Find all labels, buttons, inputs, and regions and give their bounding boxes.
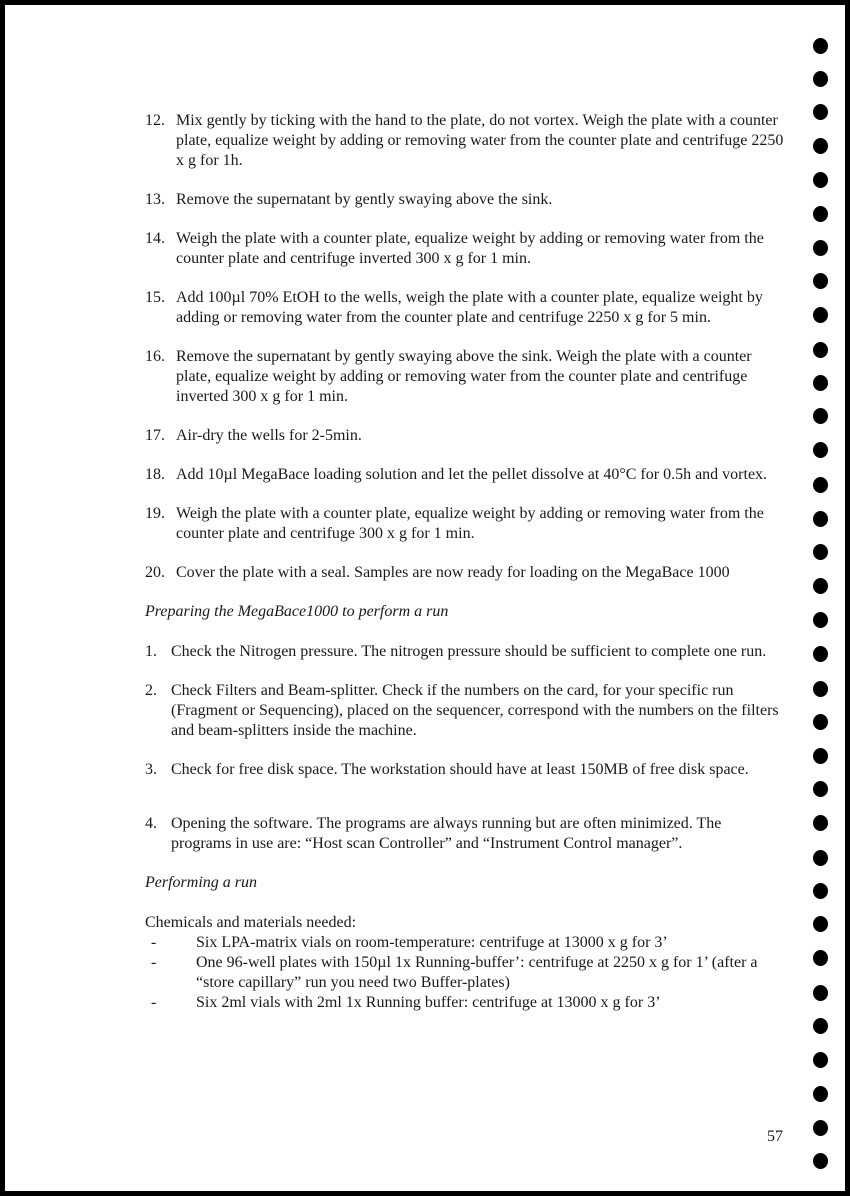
- binding-hole: [813, 1120, 828, 1136]
- binding-hole: [813, 1086, 828, 1102]
- binding-hole: [813, 985, 828, 1001]
- section-heading-performing: Performing a run: [145, 874, 257, 891]
- step-number: 18.: [145, 466, 165, 483]
- binding-hole: [813, 71, 828, 87]
- binding-hole: [813, 781, 828, 797]
- step-number: 4.: [145, 815, 157, 832]
- binding-hole: [813, 511, 828, 527]
- binding-hole: [813, 240, 828, 256]
- step-text: Add 100µl 70% EtOH to the wells, weigh the plate with a counter plate, equalize weight by adding or removing water from the counter plate and centrifuge 2250 x g for 5 min.: [176, 289, 763, 326]
- list-item: [145, 933, 785, 953]
- bullet-dash: -: [151, 994, 157, 1011]
- binding-hole: [813, 206, 828, 222]
- binding-hole: [813, 681, 828, 697]
- binding-hole: [813, 342, 828, 358]
- list-item: [145, 760, 785, 780]
- binding-holes: [813, 5, 833, 1191]
- binding-hole: [813, 38, 828, 54]
- step-number: 16.: [145, 348, 165, 365]
- binding-hole: [813, 883, 828, 899]
- list-item: [145, 993, 785, 1013]
- binding-hole: [813, 273, 828, 289]
- item-text: One 96-well plates with 150µl 1x Running-buffer’: centrifuge at 2250 x g for 1’ (after a “store capillary” run you need two Buffer-plates): [196, 954, 758, 991]
- step-number: 14.: [145, 230, 165, 247]
- run-steps-list: [145, 642, 785, 854]
- binding-hole: [813, 544, 828, 560]
- binding-hole: [813, 850, 828, 866]
- item-text: Six LPA-matrix vials on room-temperature: centrifuge at 13000 x g for 3’: [196, 934, 668, 951]
- list-item: [145, 814, 785, 854]
- binding-hole: [813, 950, 828, 966]
- step-number: 2.: [145, 682, 157, 699]
- binding-hole: [813, 172, 828, 188]
- step-text: Air-dry the wells for 2-5min.: [176, 427, 362, 444]
- binding-hole: [813, 714, 828, 730]
- step-number: 1.: [145, 643, 157, 660]
- list-item: [145, 190, 785, 210]
- step-text: Cover the plate with a seal. Samples are now ready for loading on the MegaBace 1000: [176, 564, 730, 581]
- binding-hole: [813, 748, 828, 764]
- binding-hole: [813, 442, 828, 458]
- list-item: [145, 953, 785, 993]
- list-item: [145, 642, 785, 662]
- binding-hole: [813, 477, 828, 493]
- step-text: Check the Nitrogen pressure. The nitrogen pressure should be sufficient to complete one run.: [171, 643, 767, 660]
- step-text: Weigh the plate with a counter plate, equalize weight by adding or removing water from the counter plate and centrifuge inverted 300 x g for 1 min.: [176, 230, 764, 267]
- binding-hole: [813, 104, 828, 120]
- chemicals-intro: Chemicals and materials needed:: [145, 914, 357, 931]
- list-item: [145, 681, 785, 741]
- step-number: 12.: [145, 112, 165, 129]
- binding-hole: [813, 646, 828, 662]
- bullet-dash: -: [151, 954, 157, 971]
- binding-hole: [813, 375, 828, 391]
- binding-hole: [813, 815, 828, 831]
- binding-hole: [813, 408, 828, 424]
- step-number: 13.: [145, 191, 165, 208]
- step-number: 3.: [145, 761, 157, 778]
- binding-hole: [813, 1018, 828, 1034]
- chemicals-list: [145, 933, 785, 1013]
- step-text: Opening the software. The programs are always running but are often minimized. The programs in use are: “Host scan Controller” and “Instrument Control manager”.: [171, 815, 722, 852]
- list-item: [145, 229, 785, 269]
- list-item: [145, 563, 785, 583]
- step-text: Weigh the plate with a counter plate, equalize weight by adding or removing water from the counter plate and centrifuge 300 x g for 1 min.: [176, 505, 764, 542]
- step-number: 19.: [145, 505, 165, 522]
- list-item: [145, 288, 785, 328]
- page-content: [145, 111, 785, 1013]
- step-number: 20.: [145, 564, 165, 581]
- list-item: [145, 347, 785, 407]
- binding-hole: [813, 578, 828, 594]
- binding-hole: [813, 916, 828, 932]
- bullet-dash: -: [151, 934, 157, 951]
- list-item: [145, 465, 785, 485]
- list-item: [145, 111, 785, 171]
- section-heading-preparing: Preparing the MegaBace1000 to perform a run: [145, 603, 449, 620]
- step-text: Check Filters and Beam-splitter. Check if the numbers on the card, for your specific run (Fragment or Sequencing), placed on the sequencer, correspond with the numbers on the filters and beam-splitters inside the machine.: [171, 682, 779, 739]
- step-text: Mix gently by ticking with the hand to the plate, do not vortex. Weigh the plate with a counter plate, equalize weight by adding or removing water from the counter plate and centrifuge 2250 x g for 1h.: [176, 112, 784, 169]
- page-number: 57: [767, 1128, 783, 1145]
- step-text: Add 10µl MegaBace loading solution and let the pellet dissolve at 40°C for 0.5h and vortex.: [176, 466, 768, 483]
- prep-steps-list: [145, 111, 785, 583]
- step-text: Remove the supernatant by gently swaying above the sink. Weigh the plate with a counter plate, equalize weight by adding or removing water from the counter plate and centrifuge inverted 300 x g for 1 min.: [176, 348, 752, 405]
- binding-hole: [813, 307, 828, 323]
- item-text: Six 2ml vials with 2ml 1x Running buffer: centrifuge at 13000 x g for 3’: [196, 994, 661, 1011]
- list-item: [145, 426, 785, 446]
- list-item: [145, 504, 785, 544]
- binding-hole: [813, 612, 828, 628]
- binding-hole: [813, 1153, 828, 1169]
- binding-hole: [813, 1052, 828, 1068]
- binding-hole: [813, 138, 828, 154]
- step-number: 17.: [145, 427, 165, 444]
- step-number: 15.: [145, 289, 165, 306]
- step-text: Remove the supernatant by gently swaying above the sink.: [176, 191, 553, 208]
- step-text: Check for free disk space. The workstation should have at least 150MB of free disk space.: [171, 761, 749, 778]
